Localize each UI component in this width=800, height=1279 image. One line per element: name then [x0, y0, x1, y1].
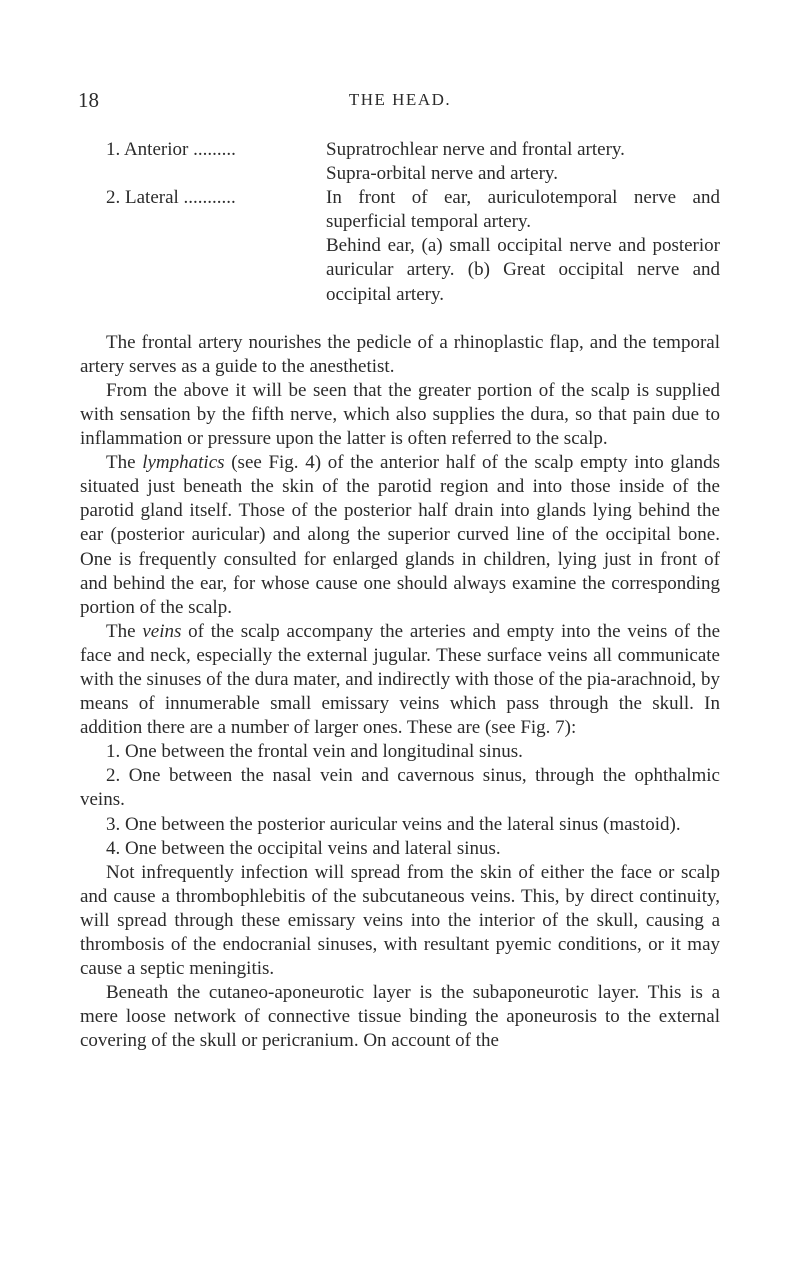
veins-list-item: 4. One between the occipital veins and lateral sinus. [106, 837, 501, 859]
paragraph-body: of the scalp accompany the arteries and empty into the veins of the face and neck, especially the external jugular. These surface veins all communicate with the sinuses of the dura mater, and indirectly with those of the pia-arachnoid, by means of innumerable small emissary veins which pass through the skull. In addition there are a number of larger ones. These are (see Fig. 7): [80, 620, 721, 739]
supply-detail [326, 186, 720, 306]
veins-list-item: 1. One between the frontal vein and longitudinal sinus. [106, 741, 523, 763]
nerve-supply-table [80, 138, 720, 307]
supply-line: Behind ear, (a) small occipital nerve and posterior auricular artery. (b) Great occipital nerve and occipital artery. [326, 235, 720, 305]
paragraph-lead: The [106, 452, 136, 474]
paragraph-lead: The [106, 620, 136, 642]
supply-line: Supratrochlear nerve and frontal artery. [326, 139, 625, 160]
supply-line: Supra-orbital nerve and artery. [326, 163, 558, 185]
paragraph-sensation: From the above it will be seen that the greater portion of the scalp is supplied with sensation by the fifth nerve, which also supplies the dura, so that pain due to inflammation or pressure upon the latter is often referred to the scalp. [80, 379, 720, 450]
term-veins: veins [142, 620, 182, 642]
paragraph-subaponeurotic: Beneath the cutaneo-aponeurotic layer is the subaponeurotic layer. This is a mere loose network of connective tissue binding the aponeurosis to the external covering of the skull or pericranium. On account of the [80, 982, 720, 1052]
body-text [80, 138, 720, 1053]
paragraph-lymphatics [80, 451, 720, 620]
supply-label: 1. Anterior ......... [106, 139, 236, 160]
running-title: THE HEAD. [348, 90, 452, 109]
paragraph-body: (see Fig. 4) of the anterior half of the scalp empty into glands situated just beneath the skin of the parotid region and into those inside of the parotid gland itself. Those of the posterior half drain into glands lying behind the ear (posterior auricular) and along the superior curved line of the occipital bone. One is frequently consulted for enlarged glands in children, lying just in front of and behind the ear, for whose cause one should always examine the corresponding portion of the scalp. [80, 452, 721, 618]
supply-label: 2. Lateral ........... [106, 187, 236, 209]
page-header [78, 88, 722, 114]
paragraph-infection: Not infrequently infection will spread from the skin of either the face or scalp and cause a thrombophlebitis of the subcutaneous veins. This, by direct continuity, will spread through these emissary veins into the interior of the skull, causing a thrombosis of the endocranial sinuses, with resultant pyemic conditions, or it may cause a septic meningitis. [80, 861, 720, 980]
veins-list-item: 2. One between the nasal vein and cavernous sinus, through the ophthalmic veins. [80, 765, 720, 811]
veins-list-item: 3. One between the posterior auricular veins and the lateral sinus (mastoid). [106, 813, 681, 835]
supply-detail [326, 138, 720, 186]
page-number: 18 [78, 88, 99, 112]
supply-row-lateral [80, 186, 720, 306]
paragraph-veins [80, 620, 720, 740]
supply-row-anterior [80, 138, 720, 186]
paragraph-frontal-artery: The frontal artery nourishes the pedicle of a rhinoplastic flap, and the temporal artery serves as a guide to the anesthetist. [80, 331, 720, 377]
term-lymphatics: lymphatics [142, 452, 225, 474]
supply-line: In front of ear, auriculotemporal nerve and superficial temporal artery. [326, 187, 720, 233]
